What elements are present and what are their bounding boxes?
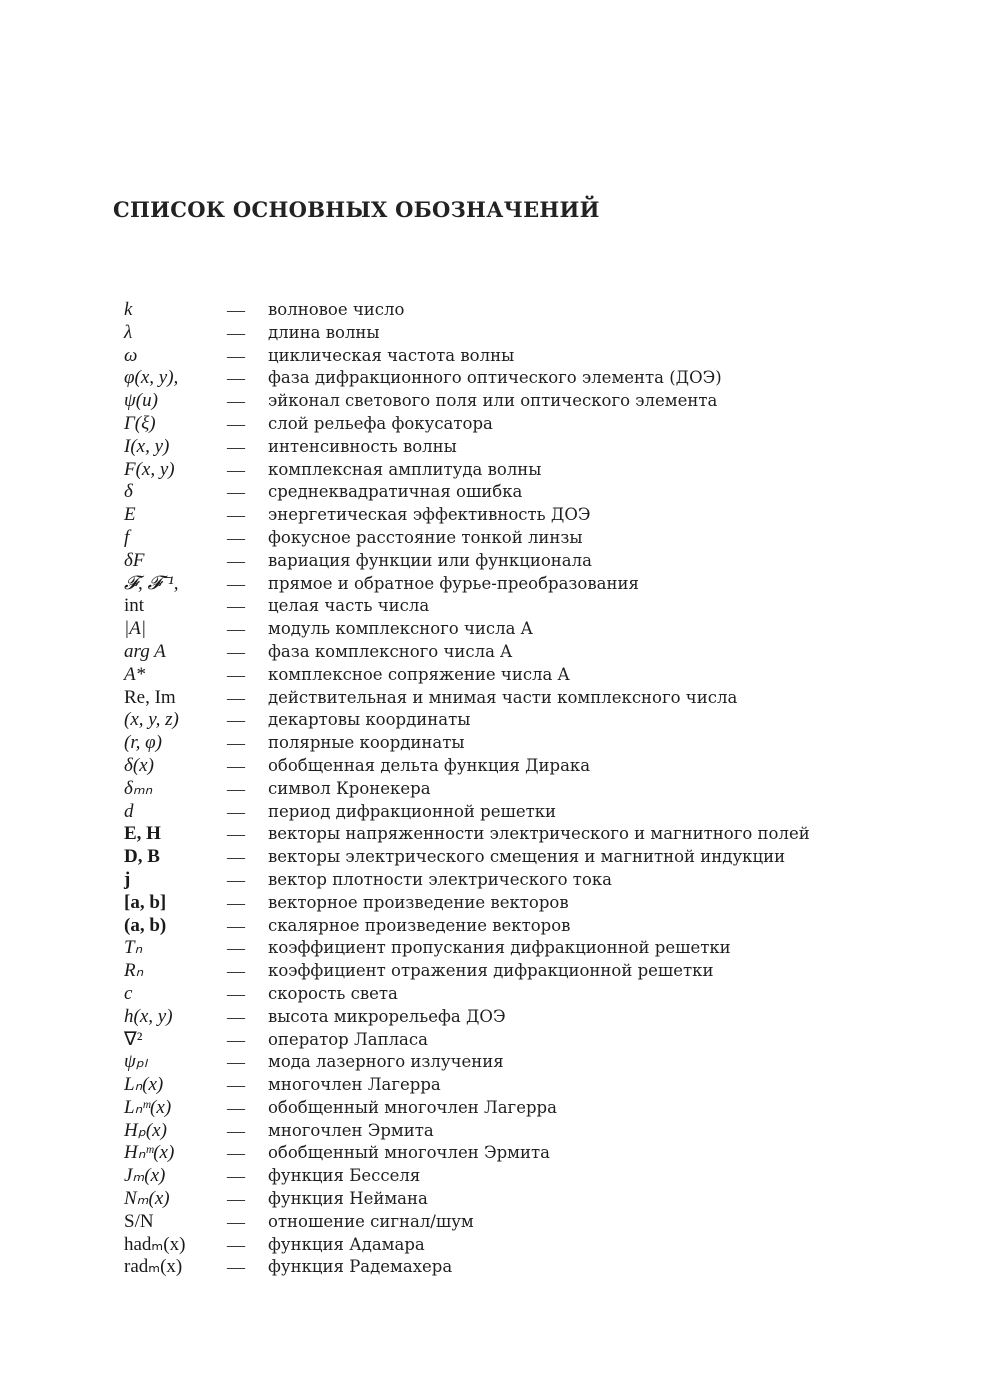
- notation-symbol: Re, Im: [124, 686, 176, 708]
- notation-row: [124, 960, 984, 983]
- notation-dash: —: [227, 596, 245, 617]
- notation-dash: —: [227, 436, 245, 457]
- notation-dash: —: [227, 1029, 245, 1050]
- notation-row: [124, 1165, 984, 1188]
- notation-description: декартовы координаты: [268, 710, 471, 730]
- notation-row: [124, 1051, 984, 1074]
- notation-dash: —: [227, 1257, 245, 1278]
- notation-symbol: arg A: [124, 640, 166, 662]
- notation-dash: —: [227, 1075, 245, 1096]
- notation-row: [124, 504, 984, 527]
- notation-description: целая часть числа: [268, 596, 430, 616]
- notation-description: функция Бесселя: [268, 1166, 421, 1186]
- notation-description: прямое и обратное фурье-преобразования: [268, 573, 639, 593]
- notation-row: [124, 1142, 984, 1165]
- notation-symbol: f: [124, 526, 130, 548]
- notation-row: [124, 1256, 984, 1279]
- notation-description: обобщенная дельта функция Дирака: [268, 755, 591, 775]
- notation-symbol: E: [124, 504, 136, 526]
- notation-dash: —: [227, 1097, 245, 1118]
- notation-dash: —: [227, 1143, 245, 1164]
- notation-symbol: Hₙᵐ(x): [124, 1142, 175, 1164]
- notation-symbol: ψ(u): [124, 390, 158, 412]
- notation-dash: —: [227, 482, 245, 503]
- notation-dash: —: [227, 869, 245, 890]
- notation-row: [124, 618, 984, 641]
- notation-row: [124, 709, 984, 732]
- notation-symbol: Lₙ(x): [124, 1074, 164, 1096]
- notation-description: многочлен Эрмита: [268, 1120, 434, 1140]
- notation-description: действительная и мнимая части комплексного числа: [268, 687, 738, 707]
- page-title: СПИСОК ОСНОВНЫХ ОБОЗНАЧЕНИЙ: [113, 197, 600, 222]
- notation-dash: —: [227, 391, 245, 412]
- notation-symbol: δ: [124, 481, 133, 503]
- notation-description: векторы напряженности электрического и магнитного полей: [268, 824, 810, 844]
- notation-symbol: Nₘ(x): [124, 1188, 170, 1210]
- notation-row: [124, 550, 984, 573]
- notation-symbol: δ(x): [124, 754, 154, 776]
- notation-dash: —: [227, 687, 245, 708]
- notation-description: период дифракционной решетки: [268, 801, 557, 821]
- notation-dash: —: [227, 300, 245, 320]
- notation-dash: —: [227, 778, 245, 799]
- notation-symbol: δF: [124, 549, 145, 571]
- notation-row: [124, 459, 984, 482]
- notation-row: [124, 983, 984, 1006]
- notation-dash: —: [227, 824, 245, 845]
- notation-dash: —: [227, 413, 245, 434]
- notation-description: мода лазерного излучения: [268, 1052, 504, 1072]
- notation-dash: —: [227, 847, 245, 868]
- notation-dash: —: [227, 892, 245, 913]
- notation-description: комплексная амплитуда волны: [268, 459, 542, 479]
- notation-symbol: Rₙ: [124, 960, 144, 982]
- notation-description: энергетическая эффективность ДОЭ: [268, 505, 591, 525]
- notation-description: интенсивность волны: [268, 436, 457, 456]
- notation-row: [124, 687, 984, 710]
- notation-dash: —: [227, 368, 245, 389]
- notation-description: высота микрорельефа ДОЭ: [268, 1006, 506, 1026]
- notation-symbol: ψₚₗ: [124, 1051, 148, 1073]
- notation-row: [124, 436, 984, 459]
- notation-description: циклическая частота волны: [268, 345, 515, 365]
- notation-description: длина волны: [268, 322, 380, 342]
- notation-description: оператор Лапласа: [268, 1029, 428, 1049]
- notation-symbol: φ(x, y),: [124, 367, 179, 389]
- notation-symbol: h(x, y): [124, 1005, 173, 1027]
- notation-row: [124, 641, 984, 664]
- notation-symbol: F(x, y): [124, 458, 175, 480]
- notation-description: полярные координаты: [268, 733, 465, 753]
- notation-row: [124, 778, 984, 801]
- notation-symbol: ∇²: [124, 1028, 143, 1050]
- notation-symbol: E, H: [124, 823, 161, 845]
- notation-symbol: D, B: [124, 846, 160, 868]
- notation-symbol: I(x, y): [124, 435, 170, 457]
- notation-dash: —: [227, 801, 245, 822]
- notation-dash: —: [227, 664, 245, 685]
- notation-dash: —: [227, 710, 245, 731]
- notation-row: [124, 915, 984, 938]
- notation-symbol: Lₙᵐ(x): [124, 1096, 172, 1118]
- notation-dash: —: [227, 505, 245, 526]
- notation-row: [124, 1120, 984, 1143]
- notation-dash: —: [227, 1234, 245, 1255]
- notation-description: функция Неймана: [268, 1189, 428, 1209]
- notation-description: коэффициент отражения дифракционной решетки: [268, 961, 714, 981]
- notation-symbol: c: [124, 982, 133, 1004]
- notation-row: [124, 1029, 984, 1052]
- notation-description: среднеквадратичная ошибка: [268, 482, 523, 502]
- notation-row: [124, 1211, 984, 1234]
- notation-dash: —: [227, 961, 245, 982]
- notation-row: [124, 573, 984, 596]
- notation-symbol: ω: [124, 344, 138, 366]
- notation-dash: —: [227, 1189, 245, 1210]
- notation-symbol: Jₘ(x): [124, 1165, 166, 1187]
- notation-row: [124, 299, 984, 322]
- notation-dash: —: [227, 915, 245, 936]
- notation-dash: —: [227, 322, 245, 343]
- notation-row: [124, 823, 984, 846]
- notation-dash: —: [227, 983, 245, 1004]
- notation-description: многочлен Лагерра: [268, 1075, 441, 1095]
- notation-row: [124, 801, 984, 824]
- notation-dash: —: [227, 550, 245, 571]
- notation-row: [124, 892, 984, 915]
- notation-description: векторы электрического смещения и магнитной индукции: [268, 847, 786, 867]
- notation-symbol: Γ(ξ): [124, 412, 156, 434]
- notation-description: символ Кронекера: [268, 778, 431, 798]
- notation-dash: —: [227, 1166, 245, 1187]
- notation-description: модуль комплексного числа A: [268, 619, 533, 639]
- notation-row: [124, 937, 984, 960]
- notation-row: [124, 1188, 984, 1211]
- notation-row: [124, 345, 984, 368]
- notation-description: комплексное сопряжение числа A: [268, 664, 570, 684]
- notation-row: [124, 527, 984, 550]
- notation-symbol: int: [124, 595, 145, 617]
- notation-description: скорость света: [268, 983, 398, 1003]
- notation-row: [124, 322, 984, 345]
- notation-description: вектор плотности электрического тока: [268, 869, 613, 889]
- notation-symbol: (a, b): [124, 914, 167, 936]
- notation-dash: —: [227, 1006, 245, 1027]
- notation-description: обобщенный многочлен Лагерра: [268, 1097, 557, 1117]
- notation-row: [124, 1097, 984, 1120]
- notation-row: [124, 1006, 984, 1029]
- notation-dash: —: [227, 345, 245, 366]
- notation-symbol: Hₚ(x): [124, 1119, 167, 1141]
- notation-dash: —: [227, 755, 245, 776]
- notation-row: [124, 367, 984, 390]
- notation-row: [124, 732, 984, 755]
- notation-dash: —: [227, 733, 245, 754]
- notation-description: волновое число: [268, 300, 405, 319]
- notation-row: [124, 390, 984, 413]
- notation-symbol: hadₘ(x): [124, 1233, 186, 1255]
- notation-dash: —: [227, 1120, 245, 1141]
- notation-row: [124, 869, 984, 892]
- notation-description: эйконал светового поля или оптического элемента: [268, 391, 718, 411]
- notation-symbol: (r, φ): [124, 732, 162, 754]
- notation-description: коэффициент пропускания дифракционной решетки: [268, 938, 731, 958]
- notation-dash: —: [227, 938, 245, 959]
- notation-symbol: (x, y, z): [124, 709, 179, 731]
- notation-symbol: 𝓕, 𝓕⁻¹,: [124, 572, 179, 594]
- notation-dash: —: [227, 459, 245, 480]
- notation-symbol: [a, b]: [124, 891, 167, 913]
- notation-description: векторное произведение векторов: [268, 892, 569, 912]
- notation-symbol: k: [124, 299, 133, 320]
- notation-list: [124, 299, 984, 1279]
- notation-symbol: |A|: [124, 618, 147, 640]
- notation-symbol: radₘ(x): [124, 1256, 183, 1278]
- notation-dash: —: [227, 1052, 245, 1073]
- notation-symbol: d: [124, 800, 134, 822]
- notation-symbol: j: [124, 868, 131, 890]
- notation-description: функция Радемахера: [268, 1257, 453, 1277]
- notation-row: [124, 664, 984, 687]
- notation-dash: —: [227, 641, 245, 662]
- notation-row: [124, 481, 984, 504]
- notation-dash: —: [227, 1211, 245, 1232]
- notation-description: функция Адамара: [268, 1234, 425, 1254]
- notation-dash: —: [227, 527, 245, 548]
- notation-dash: —: [227, 573, 245, 594]
- notation-description: фокусное расстояние тонкой линзы: [268, 527, 583, 547]
- notation-row: [124, 413, 984, 436]
- notation-dash: —: [227, 619, 245, 640]
- notation-symbol: λ: [124, 321, 133, 343]
- notation-row: [124, 846, 984, 869]
- notation-symbol: S/N: [124, 1210, 154, 1232]
- notation-description: вариация функции или функционала: [268, 550, 592, 570]
- notation-symbol: A*: [124, 663, 146, 685]
- notation-symbol: δₘₙ: [124, 777, 153, 799]
- notation-row: [124, 755, 984, 778]
- notation-symbol: Tₙ: [124, 937, 143, 959]
- notation-description: фаза комплексного числа A: [268, 641, 513, 661]
- notation-row: [124, 1074, 984, 1097]
- notation-description: отношение сигнал/шум: [268, 1211, 474, 1231]
- notation-row: [124, 1234, 984, 1257]
- notation-description: фаза дифракционного оптического элемента (ДОЭ): [268, 368, 722, 388]
- notation-description: слой рельефа фокусатора: [268, 413, 493, 433]
- notation-description: обобщенный многочлен Эрмита: [268, 1143, 550, 1163]
- notation-description: скалярное произведение векторов: [268, 915, 571, 935]
- notation-row: [124, 595, 984, 618]
